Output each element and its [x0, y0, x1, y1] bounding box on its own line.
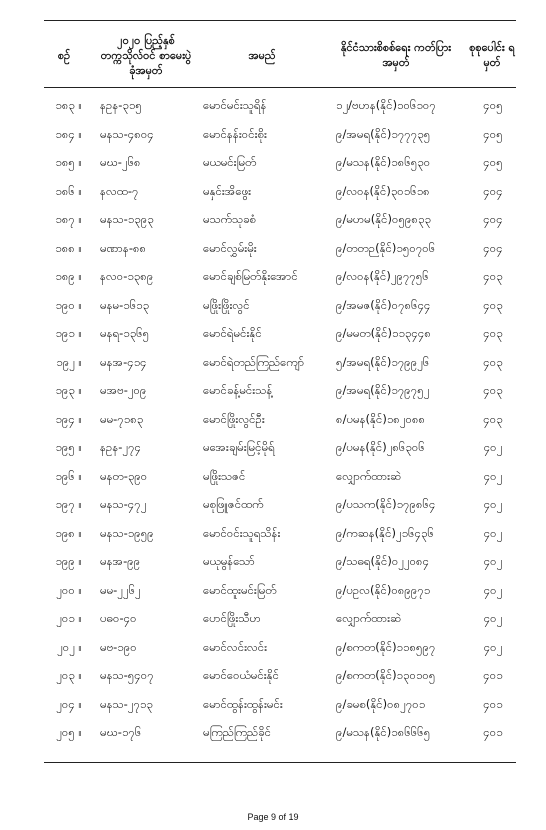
roll-number-cell: မနရ-၁၃၆၅ — [100, 326, 150, 340]
header-bottom-rule — [44, 87, 516, 88]
name-cell: မောင်ခန့်မင်းသန့် — [203, 383, 273, 397]
header-serial-no: စဉ် — [57, 48, 71, 62]
roll-number-cell: မနသ-၁၃၉၃ — [100, 212, 154, 226]
roll-number-cell: ပဓ၀-၄၀ — [100, 611, 137, 625]
nrc-cell: ၉/အမရ(နိုင်)၁၇၇၇၃၅ — [336, 126, 431, 141]
roll-number-cell: မနသ-၄၈၀၄ — [100, 126, 154, 141]
nrc-cell: ၉/စကတ(နိုင်)၁၃၀၁၀၅ — [336, 668, 436, 682]
roll-number-cell: မမ-၇၁၈၃ — [100, 411, 144, 426]
roll-number-cell: မနမ-၁၆၁၃ — [100, 297, 150, 312]
table-row — [0, 149, 546, 178]
total-score-cell: ၄၀၂ — [483, 468, 503, 483]
name-cell: မနှင်းအိဖွေး — [203, 183, 252, 198]
roll-number-cell: မနသ-၂၇၁၃ — [100, 696, 153, 711]
serial-no-cell: ၁၉၅ ။ — [55, 440, 82, 454]
serial-no-cell: ၁၈၄ ။ — [55, 126, 82, 141]
roll-number-cell: မဗ-၁၉၀ — [100, 639, 137, 654]
nrc-cell: ၉/ခမစ(နိုင်)၀၈၂၇၀၁ — [336, 696, 426, 711]
page-footer: Page 9 of 19 — [247, 812, 299, 822]
nrc-cell: ၉/တတဉ(နိုင်)၁၅၀၇၀၆ — [336, 240, 436, 255]
name-cell: မယုမွန်သော် — [203, 554, 255, 568]
table-row — [0, 406, 546, 435]
name-cell: မောင်ချစ်မြတ်နိုးအောင် — [203, 269, 298, 283]
serial-no-cell: ၁၉၉ ။ — [55, 554, 82, 568]
name-cell: မောင်ထွန်းထွန်းမင်း — [203, 696, 283, 711]
roll-number-cell: မမ-၂၂၆၂ — [100, 582, 141, 597]
name-cell: မအေးချမ်းမြင့်မိုရ် — [203, 440, 275, 454]
total-score-cell: ၄၀၃ — [483, 269, 503, 283]
roll-number-cell: မနအ-၉၉ — [100, 554, 141, 568]
total-score-cell: ၄၀၅ — [483, 98, 503, 112]
nrc-cell: လျှောက်ထားဆဲ — [336, 611, 402, 625]
name-cell: မောင်ထူးမင်းမြတ် — [203, 582, 277, 597]
name-cell: မောင်နန်းဝင်းစိုး — [203, 126, 267, 141]
table-row — [0, 320, 546, 349]
roll-number-cell: မဃ-၁၇၆ — [100, 725, 142, 739]
roll-number-cell: မနသ-၅၄၀၇ — [100, 668, 154, 682]
header-name: အမည် — [248, 48, 276, 62]
name-cell: မောင်ဖြိုးလွင်ဦး — [203, 411, 265, 426]
table-row — [0, 634, 546, 663]
total-score-cell: ၄၀၂ — [483, 582, 503, 597]
roll-number-cell: မအဗ-၂၀၉ — [100, 383, 147, 397]
serial-no-cell: ၁၈၆ ။ — [55, 183, 82, 198]
serial-no-cell: ၂၀၃ ။ — [56, 668, 82, 682]
table-top-rule — [44, 20, 516, 21]
header-total-score: စုစုပေါင်း ရမှတ် — [469, 41, 515, 69]
nrc-cell: ၉/သဓရ(နိုင်)၀၂၂၀၈၄ — [336, 554, 430, 568]
total-score-cell: ၄၀၅ — [483, 155, 503, 169]
table-row — [0, 548, 546, 577]
table-row — [0, 377, 546, 406]
table-row — [0, 520, 546, 549]
nrc-cell: ၉/စကတ(နိုင်)၁၁၈၅၉၇ — [336, 639, 436, 654]
serial-no-cell: ၁၉၂ ။ — [56, 354, 82, 369]
serial-no-cell: ၁၉၇ ။ — [55, 497, 82, 511]
serial-no-cell: ၂၀၂ ။ — [57, 639, 82, 654]
total-score-cell: ၄၀၄ — [483, 240, 503, 255]
nrc-cell: ၉/ပမန(နိုင်)၂၈၆၃၀၆ — [336, 440, 425, 454]
roll-number-cell: မနသ-၁၉၅၉ — [100, 525, 154, 540]
total-score-cell: ၄၀၂ — [483, 440, 503, 454]
name-cell: မောင်ဝေယံမင်းနိုင် — [203, 668, 279, 682]
name-cell: မောင်လွှမ်းမိုး — [203, 240, 257, 255]
total-score-cell: ၄၀၁ — [483, 725, 503, 739]
total-score-cell: ၄၀၃ — [483, 326, 503, 340]
table-row — [0, 206, 546, 235]
total-score-cell: ၄၀၃ — [483, 297, 503, 312]
nrc-cell: ၉/အမဇ(နိုင်)၀၇၈၆၄၄ — [336, 297, 431, 312]
nrc-cell: ၉/မမတ(နိုင်)၁၁၃၄၄၈ — [336, 326, 431, 340]
total-score-cell: ၄၀၁ — [483, 696, 503, 711]
serial-no-cell: ၂၀၄ ။ — [56, 696, 82, 711]
name-cell: မောင်ရဲမင်းနိုင် — [203, 326, 262, 340]
name-cell: မဖြိုးဖြိုးလွင် — [203, 297, 250, 312]
name-cell: မောင်မင်းသူရိန် — [203, 98, 267, 112]
name-cell: မကြည်ကြည်ခိုင် — [203, 725, 272, 739]
nrc-cell: ၉/အမရ(နိုင်)၁၇၉၇၅၂ — [336, 383, 430, 397]
serial-no-cell: ၁၈၇ ။ — [55, 212, 82, 226]
roll-number-cell: နလထ-၇ — [100, 183, 139, 198]
serial-no-cell: ၁၈၃ ။ — [55, 98, 82, 112]
serial-no-cell: ၁၉၃ ။ — [55, 383, 82, 397]
total-score-cell: ၄၀၁ — [483, 668, 503, 682]
total-score-cell: ၄၀၂ — [483, 611, 503, 625]
table-row — [0, 292, 546, 321]
nrc-cell: ၉/လဝန(နိုင်)၂၉၇၇၅၆ — [336, 269, 429, 283]
table-row — [0, 235, 546, 264]
name-cell: မသက်သုခစံ — [203, 212, 256, 226]
nrc-cell: ၉/ကဆန(နိုင်)၂၁၆၄၃၆ — [336, 525, 434, 540]
total-score-cell: ၄၀၃ — [483, 354, 503, 369]
table-bottom-rule — [44, 762, 516, 763]
name-cell: မောင်ဝင်းသူရသိန်း — [203, 525, 281, 540]
table-row — [0, 121, 546, 150]
roll-number-cell: မနအ-၄၁၄ — [100, 354, 147, 369]
roll-number-cell: နလဝ-၁၃၈၉ — [100, 269, 154, 283]
serial-no-cell: ၂၀၅ ။ — [56, 725, 82, 739]
table-row — [0, 263, 546, 292]
table-row — [0, 491, 546, 520]
serial-no-cell: ၁၉၈ ။ — [55, 525, 82, 540]
total-score-cell: ၄၀၂ — [483, 525, 503, 540]
table-row — [0, 463, 546, 492]
roll-number-cell: မနသ-၄၇၂ — [100, 497, 147, 511]
name-cell: မောင်ရဲတည်ကြည်ကျော် — [203, 354, 305, 369]
total-score-cell: ၄၀၂ — [483, 554, 503, 568]
nrc-cell: ၉/မဟမ(နိုင်)၀၅၉၈၃၃ — [336, 212, 431, 226]
table-row — [0, 349, 546, 378]
table-row — [0, 577, 546, 606]
table-row — [0, 92, 546, 121]
name-cell: မဖြိုးသဇင် — [203, 468, 246, 483]
roll-number-cell: မဏာန-၈၈ — [100, 240, 147, 255]
nrc-cell: ၈/ပမန(နိုင်)၁၈၂၀၈၈ — [336, 411, 426, 426]
total-score-cell: ၄၀၅ — [483, 126, 503, 141]
name-cell: မယမင်းမြတ် — [203, 155, 257, 169]
roll-number-cell: နဥန-၂၇၄ — [100, 440, 142, 454]
name-cell: မောင်လင်းလင်း — [203, 639, 268, 654]
table-row — [0, 691, 546, 720]
total-score-cell: ၄၀၄ — [483, 212, 503, 226]
name-cell: ပောင်ဖြိုးသီဟ — [203, 611, 261, 625]
serial-no-cell: ၁၈၅ ။ — [55, 155, 82, 169]
total-score-cell: ၄၀၂ — [483, 497, 503, 511]
nrc-cell: ၉/လဝန(နိုင်)၃၀၁၆၁၈ — [336, 183, 430, 198]
roll-number-cell: နဥန-၃၁၅ — [100, 98, 142, 112]
table-row — [0, 719, 546, 748]
total-score-cell: ၄၀၃ — [483, 383, 503, 397]
nrc-cell: ၉/ပဥလ(နိုင်)၀၈၉၉၇၁ — [336, 582, 431, 597]
serial-no-cell: ၁၉၆ ။ — [55, 468, 82, 483]
serial-no-cell: ၁၈၉ ။ — [55, 269, 82, 283]
serial-no-cell: ၁၉၁ ။ — [55, 326, 82, 340]
total-score-cell: ၄၀၃ — [483, 411, 503, 426]
name-cell: မစုဖြူဇင်ထက် — [203, 497, 264, 511]
serial-no-cell: ၂၀၀ ။ — [56, 582, 82, 597]
results-table-body — [0, 92, 546, 748]
serial-no-cell: ၂၀၁ ။ — [56, 611, 82, 625]
table-row — [0, 605, 546, 634]
nrc-cell: ၉/မသန(နိုင်)၁၈၆၅၃၀ — [336, 155, 431, 169]
table-row — [0, 178, 546, 207]
roll-number-cell: မဃ-၂၆၈ — [100, 155, 141, 169]
header-nrc: နိုင်ငံသားစိစစ်ရေး ကတ်ပြားအမှတ် — [340, 41, 452, 69]
nrc-cell: လျှောက်ထားဆဲ — [336, 468, 402, 483]
header-roll-number: ၂၀၂၀ ပြည့်နှစ် တက္ကသိုလ်ဝင် စာမေးပွဲ ခုံအမှတ် — [100, 33, 192, 77]
total-score-cell: ၄၀၂ — [483, 639, 503, 654]
nrc-cell: ၅/အမရ(နိုင်)၁၇၉၉၂၆ — [336, 354, 430, 369]
nrc-cell: ၁၂/ဗဟန(နိုင်)၁၀၆၁၀၇ — [336, 98, 436, 112]
nrc-cell: ၉/ပသက(နိုင်)၁၇၉၈၆၄ — [336, 497, 436, 511]
table-row — [0, 662, 546, 691]
nrc-cell: ၉/မသန(နိုင်)၁၈၆၆၆၅ — [336, 725, 431, 739]
total-score-cell: ၄၀၄ — [483, 183, 503, 198]
roll-number-cell: မနတ-၃၉၀ — [100, 468, 148, 483]
serial-no-cell: ၁၈၈ ။ — [55, 240, 82, 255]
table-row — [0, 434, 546, 463]
serial-no-cell: ၁၉၀ ။ — [55, 297, 82, 312]
serial-no-cell: ၁၉၄ ။ — [55, 411, 82, 426]
